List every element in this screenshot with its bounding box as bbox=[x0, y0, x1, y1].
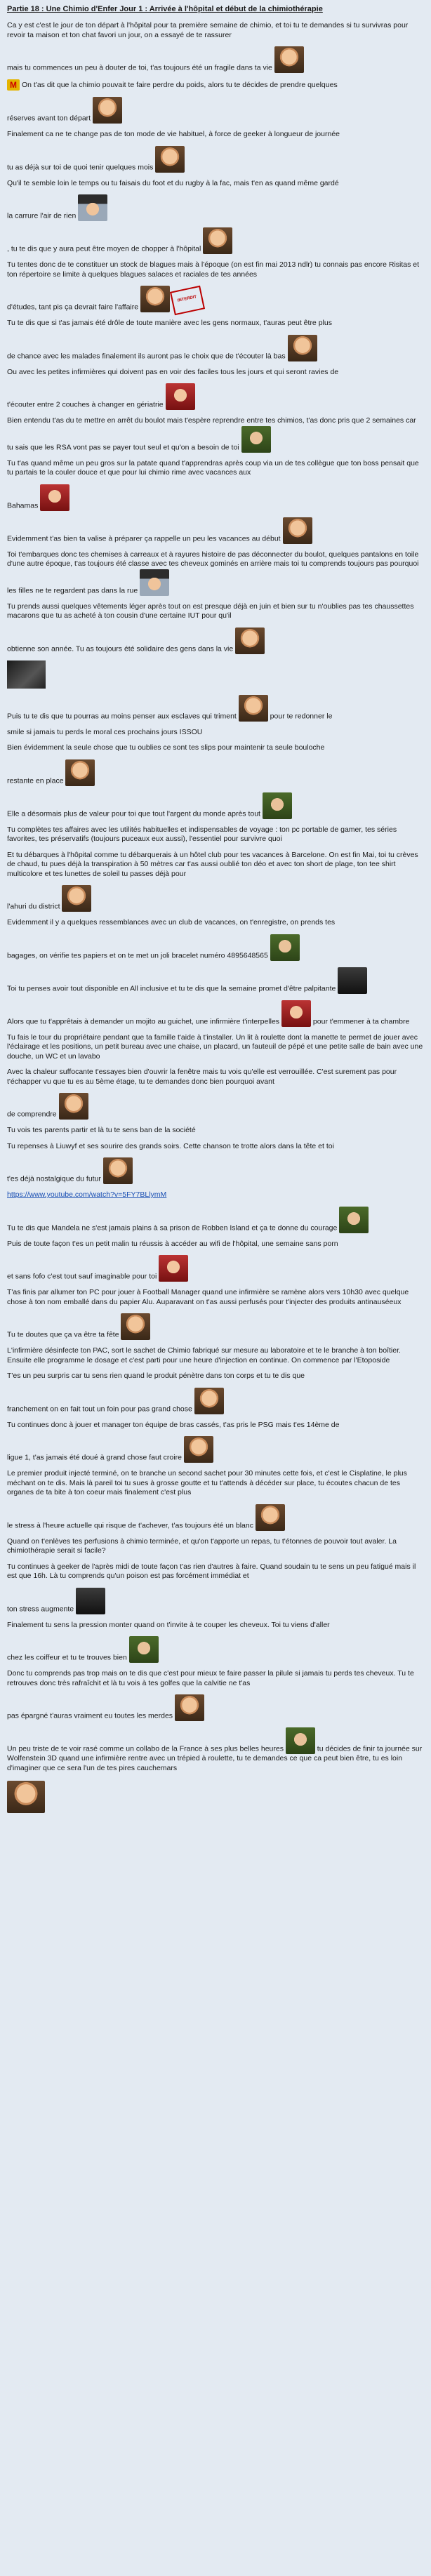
paragraph bbox=[7, 484, 424, 511]
paragraph bbox=[7, 1504, 424, 1531]
paragraph-text: smile si jamais tu perds le moral ces prochains jours ISSOU bbox=[7, 727, 203, 736]
paragraph-text: Bien évidemment la seule chose que tu oublies ce sont tes slips pour maintenir ta seule bouloche bbox=[7, 743, 325, 752]
paragraph bbox=[7, 728, 424, 738]
paragraph-text: Bahamas bbox=[7, 501, 39, 510]
paragraph-text: L'infirmière désinfecte ton PAC, sort le sachet de Chimio fabriqué sur mesure au laboratoire et te le branche à ton boîtier. Ensuite elle programme le dosage et c'est parti pour une heure d'injection en continue. On commence par l'Etoposide bbox=[7, 1346, 401, 1365]
paragraph bbox=[7, 918, 424, 928]
hands-icon bbox=[203, 227, 232, 254]
paragraph bbox=[7, 1562, 424, 1581]
paragraph bbox=[7, 1537, 424, 1556]
paragraph-text: franchement on en fait tout un foin pour pas grand chose bbox=[7, 1405, 192, 1413]
paragraph-text: , tu te dis que y aura peut être moyen de chopper à l'hôpital bbox=[7, 244, 201, 253]
paragraph-text: Tu fais le tour du propriétaire pendant que ta famille t'aide à t'installer. Un lit à roulette dont la manette te permet de jouer avec l'éclairage et les positions, un petit bureau avec une chaise, un placard, un fauteuil de pépé et une petite salle de bain avec une douche, un WC et un lavabo bbox=[7, 1033, 423, 1061]
paragraph-text: Tu tentes donc de te constituer un stock de blagues mais à l'époque (on est fin mai 2013 ndlr) tu connais pas encore Risitas et ton répertoire se limite à quelques blagues salaces et raciales de tes années bbox=[7, 260, 420, 279]
red-face-icon bbox=[159, 1255, 188, 1282]
dark-man-icon bbox=[76, 1588, 105, 1614]
paragraph-text: Ou avec les petites infirmières qui doivent pas en voir des faciles tous les jours et qui seront ravies de bbox=[7, 367, 339, 376]
paragraph bbox=[7, 1190, 424, 1200]
paragraph-text: Finalement ca ne te change pas de ton mode de vie habituel, à force de geeker à longueur de journée bbox=[7, 130, 340, 138]
red-face-icon bbox=[166, 383, 195, 410]
paragraph-text: tu as déjà sur toi de quoi tenir quelques mois bbox=[7, 163, 154, 171]
paragraph-text: Tu te dis que si t'as jamais été drôle de toute manière avec les gens normaux, t'auras peut être plus bbox=[7, 319, 332, 327]
risitas-face-icon bbox=[274, 46, 304, 73]
paragraph-text: Tu continues donc à jouer et manager ton équipe de bras cassés, t'as pris le PSG mais t'es 14ème de bbox=[7, 1420, 340, 1429]
paragraph-text: Tu t'as quand même un peu gros sur la patate quand t'apprendras après coup via un de tes collègue que ton boss pensait que tu partais te la couler douce et que pour lui chimio rime avec vacances aux bbox=[7, 458, 419, 477]
paragraph-text: restante en place bbox=[7, 776, 64, 785]
paragraph bbox=[7, 179, 424, 189]
paragraph bbox=[7, 851, 424, 879]
paragraph bbox=[7, 79, 424, 91]
gold-man-icon bbox=[339, 1207, 369, 1233]
paragraph-text: Tu repenses à Liuwyf et ses sourire des grands soirs. Cette chanson te trotte alors dans la tête et toi bbox=[7, 1141, 334, 1150]
glasses-face-icon bbox=[62, 885, 91, 912]
paragraph-text: réserves avant ton départ bbox=[7, 114, 91, 123]
paragraph bbox=[7, 227, 424, 254]
paragraph-text-tail: pour te redonner le bbox=[267, 712, 333, 720]
footer-sticker bbox=[7, 1781, 45, 1813]
paragraph bbox=[7, 416, 424, 453]
paragraph bbox=[7, 194, 424, 221]
paragraph-text: Puis tu te dis que tu pourras au moins penser aux esclaves qui triment bbox=[7, 712, 237, 720]
mcdonalds-logo-icon: M bbox=[7, 79, 20, 91]
post-paragraphs bbox=[7, 21, 424, 1773]
paragraph-text: le stress à l'heure actuelle qui risque de t'achever, t'as toujours été un blanc bbox=[7, 1521, 253, 1529]
paragraph bbox=[7, 1636, 424, 1663]
paragraph-text: Ca y est c'est le jour de ton départ à l'hôpital pour ta première semaine de chimio, et toi tu te demandes si tu survivras pour revoir ta maison et ton chat favori un jour, on a essayé de te rassurer bbox=[7, 21, 409, 39]
paragraph-text: Avec la chaleur suffocante t'essayes bien d'ouvrir la fenêtre mais tu vois qu'elle est verrouillée. C'est surement pas pour t'échapper vu que tu es au 5ème étage, tu te demandes donc bien pourquoi avant bbox=[7, 1068, 397, 1086]
paragraph bbox=[7, 130, 424, 140]
nurse-icon bbox=[281, 1000, 311, 1027]
paragraph bbox=[7, 1068, 424, 1087]
video-gif-icon[interactable] bbox=[7, 660, 46, 689]
risitas-smile-icon bbox=[235, 628, 265, 654]
paragraph-text: Tu complètes tes affaires avec les utilités habituelles et indispensables de voyage : ton pc portable de gamer, tes séries favorites, tes préservatifs (toujours puceaux eux aussi), l'essentiel pour survivre quoi bbox=[7, 825, 397, 843]
paragraph-text: Qu'il te semble loin le temps ou tu faisais du foot et du rugby à la fac, mais t'en as quand même gardé bbox=[7, 178, 339, 187]
risitas-face-icon bbox=[59, 1093, 88, 1120]
paragraph-text: l'ahuri du district bbox=[7, 902, 60, 911]
paragraph bbox=[7, 1346, 424, 1365]
hair-man-icon bbox=[140, 569, 169, 596]
paragraph bbox=[7, 1000, 424, 1027]
paragraph bbox=[7, 1621, 424, 1631]
risitas-laugh-icon bbox=[103, 1157, 133, 1184]
paragraph-text: de chance avec les malades finalement ils auront pas le choix que de t'écouter là bas bbox=[7, 352, 286, 360]
paragraph-text: Donc tu comprends pas trop mais on te dis que c'est pour mieux te faire passer la pilule si jamais tu perds tes cheveux. Tu te retrouves donc très rafraîchit et là tu vois à tes golfes que la calvitie ne t'as bbox=[7, 1669, 414, 1687]
paragraph-text: ligue 1, t'as jamais été doué à grand chose faut croire bbox=[7, 1453, 182, 1462]
paragraph bbox=[7, 1313, 424, 1340]
palm-man-icon bbox=[129, 1636, 159, 1663]
soldier-icon bbox=[286, 1727, 315, 1754]
paragraph-text: mais tu commences un peu à douter de toi, t'as toujours été un fragile dans ta vie bbox=[7, 63, 272, 72]
paragraph-text: Quand on t'enlèves tes perfusions à chimio terminée, et qu'on t'apporte un repas, tu t'étonnes de pouvoir tout avaler. La chimiothérapie serait si facile? bbox=[7, 1536, 397, 1555]
paragraph bbox=[7, 146, 424, 173]
sombrero-icon bbox=[263, 792, 292, 819]
paragraph bbox=[7, 1727, 424, 1773]
paragraph-text: Le premier produit injecté terminé, on te branche un second sachet pour 30 minutes cette fois, et c'est le Cisplatine, le plus méchant on te dis. Mais là pareil toi tu sues à grosse goutte et tu t'attends à décéder sur place, tu écoutes chacun de tes organes de ta bite à ton coeur mais finalement c'est plus bbox=[7, 1469, 407, 1496]
paragraph bbox=[7, 1588, 424, 1614]
paragraph-text: Tu te doutes que ça va être ta fête bbox=[7, 1330, 119, 1339]
youtube-link[interactable]: https://www.youtube.com/watch?v=5FY7BLlymM bbox=[7, 1190, 167, 1199]
paragraph-text: Toi t'embarques donc tes chemises à carreaux et à rayures histoire de pas déconnecter du boulot, quelques pantalons en toile d'une autre époque, t'as toujours été classe avec tes cheveux gominés en arrière mais toi tu comprends toujours pas pourquoi les filles ne te regardent pas dans la rue bbox=[7, 550, 419, 595]
paragraph-text: Toi tu penses avoir tout disponible en All inclusive et tu te dis que la semaine promet d'être palpitante bbox=[7, 984, 336, 992]
paragraph-text: Alors que tu t'apprêtais à demander un mojito au guichet, une infirmière t'interpelles bbox=[7, 1017, 280, 1025]
paragraph bbox=[7, 286, 424, 312]
green-face-icon bbox=[270, 934, 300, 961]
paragraph bbox=[7, 602, 424, 621]
risitas-face-icon bbox=[65, 759, 95, 786]
paragraph bbox=[7, 517, 424, 544]
paragraph-text: Evidemment t'as bien ta valise à préparer ça rappelle un peu les vacances au début bbox=[7, 534, 281, 543]
risitas-laugh-icon bbox=[283, 517, 312, 544]
post-title: Partie 18 : Une Chimio d'Enfer Jour 1 : Arrivée à l'hôpital et début de la chimiothérapie bbox=[7, 5, 323, 13]
risitas-smile-icon bbox=[155, 146, 185, 173]
paragraph bbox=[7, 1421, 424, 1430]
interdit-stamp-icon: INTERDIT bbox=[170, 286, 205, 315]
paragraph bbox=[7, 1436, 424, 1463]
paragraph bbox=[7, 934, 424, 961]
paragraph bbox=[7, 628, 424, 654]
paragraph bbox=[7, 967, 424, 994]
paragraph bbox=[7, 660, 424, 689]
paragraph bbox=[7, 97, 424, 124]
paragraph-text: Elle a désormais plus de valeur pour toi que tout l'argent du monde après tout bbox=[7, 809, 260, 818]
paragraph-text: Puis de toute façon t'es un petit malin tu réussis à accéder au wifi de l'hôpital, une semaine sans porn bbox=[7, 1239, 338, 1248]
paragraph bbox=[7, 792, 424, 819]
paragraph bbox=[7, 46, 424, 73]
paragraph bbox=[7, 459, 424, 478]
blanc-man-icon bbox=[256, 1504, 285, 1531]
paragraph-text: chez les coiffeur et tu te trouves bien bbox=[7, 1653, 127, 1662]
paragraph-text: On t'as dit que la chimio pouvait te faire perdre du poids, alors tu te décides de prendre quelques bbox=[22, 80, 338, 89]
paragraph bbox=[7, 1093, 424, 1120]
paragraph bbox=[7, 550, 424, 596]
paragraph bbox=[7, 383, 424, 410]
paragraph bbox=[7, 21, 424, 40]
paragraph-text: bagages, on vérifie tes papiers et on te met un joli bracelet numéro 4895648565 bbox=[7, 951, 268, 960]
paragraph-text: Tu te dis que Mandela ne s'est jamais plains à sa prison de Robben Island et ça te donne du courage bbox=[7, 1223, 338, 1232]
paragraph-text: T'as finis par allumer ton PC pour jouer à Football Manager quand une infirmière se ramène alors vers 10h30 avec quelque chose à ton nom emballé dans du papier Alu. Auparavant on t'as aussi perfusés pour t'injecter des produits antinauséeux bbox=[7, 1288, 409, 1306]
paragraph-text: t'écouter entre 2 couches à changer en gériatrie bbox=[7, 400, 164, 409]
paragraph-text: d'études, tant pis ça devrait faire l'affaire bbox=[7, 303, 139, 312]
risitas-thumb-icon bbox=[140, 286, 170, 312]
sport-man-icon bbox=[78, 194, 107, 221]
risitas-laugh-icon bbox=[239, 695, 268, 722]
risitas-face-icon bbox=[175, 1694, 204, 1721]
paragraph bbox=[7, 1469, 424, 1498]
paragraph-text: T'es un peu surpris car tu sens rien quand le produit pénètre dans ton corps et tu te dis que bbox=[7, 1372, 305, 1380]
paragraph bbox=[7, 825, 424, 844]
dark-man-icon bbox=[338, 967, 367, 994]
paragraph bbox=[7, 1126, 424, 1136]
paragraph bbox=[7, 1388, 424, 1414]
paragraph bbox=[7, 759, 424, 786]
paragraph bbox=[7, 1207, 424, 1233]
paragraph-text: t'es déjà nostalgique du futur bbox=[7, 1174, 101, 1183]
paragraph-text: pas épargné t'auras vraiment eu toutes les merdes bbox=[7, 1711, 173, 1720]
paragraph bbox=[7, 1157, 424, 1184]
paragraph bbox=[7, 335, 424, 361]
paragraph bbox=[7, 743, 424, 753]
paragraph bbox=[7, 885, 424, 912]
beach-icon bbox=[40, 484, 69, 511]
paragraph bbox=[7, 368, 424, 378]
paragraph-text: Tu prends aussi quelques vêtements léger après tout on est presque déjà en juin et bien sur tu n'oublies pas tes chaussettes macarons que tu as acheté à ton cousin d'une certaine IUT pour qu'il bbox=[7, 602, 414, 620]
paragraph-text-tail: tu décides de finir ta journée sur Wolfenstein 3D quand une infirmière rentre avec un trépied à roulette, tu te demandes ce que ca peut bien être, tu es loin d'imaginer que ce sera l'un de tes pires cauchemars bbox=[7, 1744, 423, 1772]
sad-man-icon bbox=[184, 1436, 213, 1463]
risitas-laugh-icon bbox=[194, 1388, 224, 1414]
paragraph bbox=[7, 319, 424, 328]
paragraph bbox=[7, 695, 424, 722]
paragraph-text: Un peu triste de te voir rasé comme un collabo de la France à ses plus belles heures bbox=[7, 1744, 284, 1753]
paragraph-text: Finalement tu sens la pression monter quand on t'invite à te couper les cheveux. Toi tu viens d'aller bbox=[7, 1620, 330, 1629]
glasses-face-icon bbox=[288, 335, 317, 361]
paragraph-text: obtienne son année. Tu as toujours été solidaire des gens dans la vie bbox=[7, 644, 234, 653]
paragraph-text: Et tu débarques à l'hôpital comme tu débarquerais à un hôtel club pour tes vacances à Barcelone. On est fin Mai, toi tu crèves de chaud, tu pues déjà la transpiration à 50 mètres car t'as aussi oublié ton déo et avec ton short de plage, ton tee shirt multicolore et tes lunettes de soleil tu passes déjà pour bbox=[7, 850, 418, 878]
paragraph bbox=[7, 1142, 424, 1152]
paragraph bbox=[7, 1694, 424, 1721]
paragraph-text: la carrure l'air de rien bbox=[7, 211, 77, 220]
cap-man-icon bbox=[241, 426, 271, 453]
risitas-laugh-icon bbox=[93, 97, 122, 124]
paragraph bbox=[7, 1255, 424, 1282]
paragraph-text: Bien entendu t'as du te mettre en arrêt du boulot mais t'espère reprendre entre tes chimios, t'as donc pris que 2 semaines car tu sais que les RSA vont pas se payer tout seul et qu'on a besoin de toi bbox=[7, 416, 416, 451]
paragraph bbox=[7, 1288, 424, 1307]
paragraph-text: Tu vois tes parents partir et là tu te sens ban de la société bbox=[7, 1126, 196, 1134]
risitas-smile-icon bbox=[121, 1313, 150, 1340]
paragraph-text: et sans fofo c'est tout sauf imaginable pour toi bbox=[7, 1272, 157, 1281]
paragraph bbox=[7, 1669, 424, 1688]
paragraph-text: Tu continues à geeker de l'après midi de toute façon t'as rien d'autres à faire. Quand soudain tu te sens un peu fatigué mais il est que 16h. Là tu comprends qu'un poison est pas forcément immédiat et bbox=[7, 1562, 416, 1580]
paragraph-text-tail: pour t'emmener à ta chambre bbox=[310, 1017, 410, 1025]
paragraph-text: ton stress augmente bbox=[7, 1605, 74, 1613]
paragraph bbox=[7, 1240, 424, 1249]
paragraph-text: Evidemment il y a quelques ressemblances avec un club de vacances, on t'enregistre, on prends tes bbox=[7, 918, 336, 927]
paragraph bbox=[7, 1033, 424, 1062]
paragraph bbox=[7, 1372, 424, 1381]
paragraph bbox=[7, 260, 424, 279]
paragraph-text: de comprendre bbox=[7, 1110, 57, 1119]
